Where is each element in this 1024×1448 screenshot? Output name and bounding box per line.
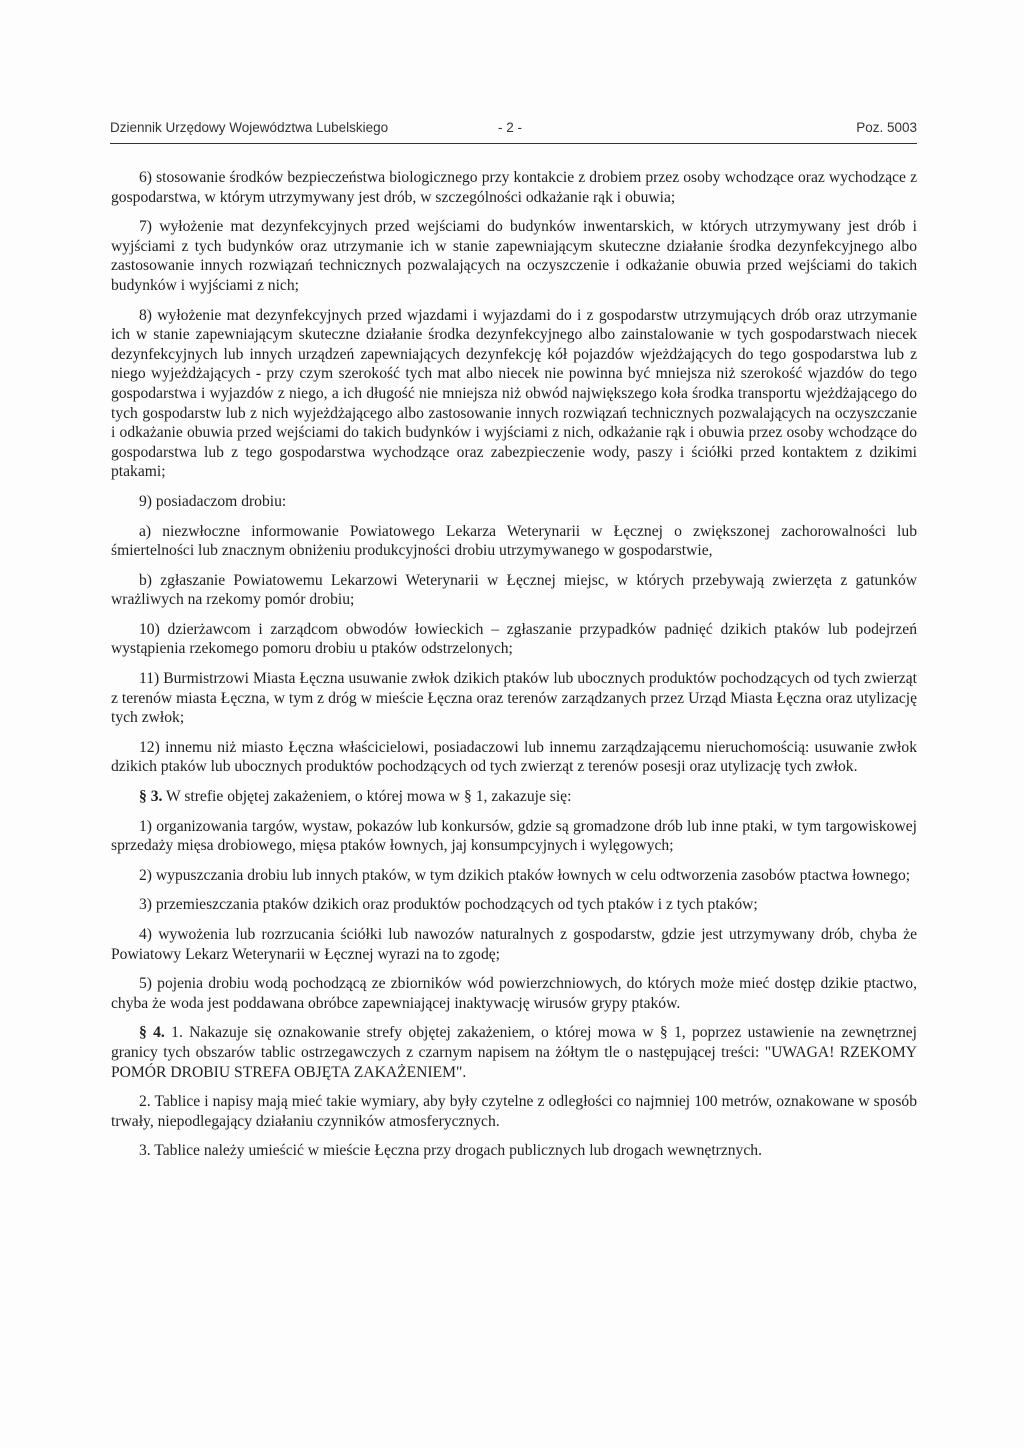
paragraph-text: 4) wywożenia lub rozrzucania ściółki lub nawozów naturalnych z gospodarstw, gdzie jest utrzymywany drób, chyba że Powiatowy Lekarz Weterynarii w Łęcznej wyrazi na to zgodę; — [111, 926, 917, 963]
paragraph — [111, 217, 917, 295]
journal-title: Dziennik Urzędowy Województwa Lubelskiego — [110, 120, 389, 135]
paragraph — [111, 492, 917, 512]
document-body — [111, 168, 917, 1171]
paragraph — [111, 306, 917, 482]
paragraph — [111, 925, 917, 964]
section-mark: § 4. — [139, 1024, 165, 1042]
paragraph-text: 6) stosowanie środków bezpieczeństwa biologicznego przy kontakcie z drobiem przez osoby wchodzące oraz wychodzące z gospodarstwa, w którym utrzymywany jest drób, w szczególności odkażanie rąk i obuwia; — [111, 169, 917, 206]
paragraph — [111, 168, 917, 207]
paragraph-text: b) zgłaszanie Powiatowemu Lekarzowi Weterynarii w Łęcznej miejsc, w których przebywają zwierzęta z gatunków wrażliwych na rzekomy pomór drobiu; — [111, 571, 917, 609]
header-rule — [110, 143, 917, 144]
paragraph-text: 12) innemu niż miasto Łęczna właścicielowi, posiadaczowi lub innemu zarządzającemu nieruchomością: usuwanie zwłok dzikich ptaków lub ubocznych produktów pochodzących od tych zwierząt z terenów posesji oraz utylizację tych zwłok. — [111, 738, 917, 776]
paragraph — [111, 1092, 917, 1131]
paragraph-text: a) niezwłoczne informowanie Powiatowego Lekarza Weterynarii w Łęcznej o zwiększonej zachorowalności lub śmiertelności lub znacznym obniżeniu produkcyjności drobiu utrzymywanego w gospodarstwie, — [111, 522, 917, 560]
paragraph-text: W strefie objętej zakażeniem, o której mowa w § 1, zakazuje się: — [162, 788, 572, 806]
section-mark: § 3. — [139, 788, 163, 806]
paragraph-text: 7) wyłożenie mat dezynfekcyjnych przed wejściami do budynków inwentarskich, w których utrzymywany jest drób i wyjściami z tych budynków oraz utrzymanie ich w stanie zapewniającym skuteczne działanie środka dezynfekcyjnego albo zastosowanie innych rozwiązań technicznych pozwalających na oczyszczenie i odkażanie obuwia przed wejściami do takich budynków i wyjściami z nich; — [111, 218, 917, 294]
paragraph — [111, 571, 917, 610]
paragraph-text: 9) posiadaczom drobiu: — [139, 492, 287, 510]
paragraph — [111, 522, 917, 561]
paragraph-text: 1. Nakazuje się oznakowanie strefy objętej zakażeniem, o której mowa w § 1, poprzez ustawienie na zewnętrznej granicy tych obszarów tablic ostrzegawczych z czarnym napisem na żółtym tle o następującej treści: "UWAGA! RZEKOMY POMÓR DROBIU STREFA OBJĘTA ZAKAŻENIEM". — [111, 1024, 918, 1081]
paragraph-text: 5) pojenia drobiu wodą pochodzącą ze zbiorników wód powierzchniowych, do których może mieć dostęp dzikie ptactwo, chyba że woda jest poddawana obróbce zapewniającej inaktywację wirusów grypy ptaków. — [111, 975, 917, 1012]
paragraph-text: 2. Tablice i napisy mają mieć takie wymiary, aby były czytelne z odległości co najmniej 100 metrów, oznakowane w sposób trwały, niepodlegający działaniu czynników atmosferycznych. — [111, 1093, 917, 1130]
section-paragraph — [111, 1023, 917, 1082]
paragraph-text: 1) organizowania targów, wystaw, pokazów lub konkursów, gdzie są gromadzone drób lub inne ptaki, w tym targowiskowej sprzedaży mięsa drobiowego, mięsa ptaków łownych, jaj konsumpcyjnych i wylęgowych; — [111, 817, 917, 855]
paragraph-text: 3) przemieszczania ptaków dzikich oraz produktów pochodzących od tych ptaków i z tych ptaków; — [139, 896, 758, 914]
position-number: Poz. 5003 — [856, 120, 917, 135]
section-paragraph — [111, 787, 917, 807]
paragraph — [111, 866, 917, 886]
paragraph-text: 3. Tablice należy umieścić w mieście Łęczna przy drogach publicznych lub drogach wewnętrznych. — [139, 1142, 762, 1160]
paragraph — [111, 669, 917, 728]
paragraph — [111, 895, 917, 915]
paragraph — [111, 620, 917, 659]
paragraph — [111, 738, 917, 777]
page-number: - 2 - — [498, 120, 523, 135]
page-header — [110, 120, 917, 142]
paragraph — [111, 817, 917, 856]
paragraph — [111, 974, 917, 1013]
paragraph-text: 11) Burmistrzowi Miasta Łęczna usuwanie zwłok dzikich ptaków lub ubocznych produktów pochodzących od tych zwierząt z terenów miasta Łęczna, w tym z dróg w mieście Łęczna oraz terenów zarządzanych przez Urząd Miasta Łęczna oraz utylizację tych zwłok; — [111, 670, 917, 727]
paragraph-text: 10) dzierżawcom i zarządcom obwodów łowieckich – zgłaszanie przypadków padnięć dzikich ptaków lub podejrzeń wystąpienia rzekomego pomoru drobiu u ptaków odstrzelonych; — [111, 620, 917, 658]
paragraph — [111, 1141, 917, 1161]
paragraph-text: 8) wyłożenie mat dezynfekcyjnych przed wjazdami i wyjazdami do i z gospodarstw utrzymujących drób oraz utrzymanie ich w stanie zapewniającym skuteczne działanie środka dezynfekcyjnego albo zainstalowanie w tych gospodarstwach niecek dezynfekcyjnych lub innych urządzeń zapewniających dezynfekcję kół pojazdów wjeżdżających do tego gospodarstwa lub z niego wyjeżdżających - przy czym szerokość tych mat albo niecek nie powinna być mniejsza niż szerokość wjazdów do tego gospodarstwa i wyjazdów z niego, a ich długość nie mniejsza niż obwód największego koła środka transportu wjeżdżającego do tych gospodarstw lub z nich wyjeżdżającego albo zastosowanie innych rozwiązań technicznych pozwalających na oczyszczanie i odkażanie obuwia przed wejściami do takich budynków i wyjściami z nich, odkażanie rąk i obuwia przez osoby wchodzące do gospodarstwa lub z tego gospodarstwa wychodzące oraz zabezpieczenie wody, paszy i ściółki przed kontaktem z dzikimi ptakami; — [111, 306, 917, 481]
paragraph-text: 2) wypuszczania drobiu lub innych ptaków, w tym dzikich ptaków łownych w celu odtworzenia zasobów ptactwa łownego; — [139, 866, 911, 884]
